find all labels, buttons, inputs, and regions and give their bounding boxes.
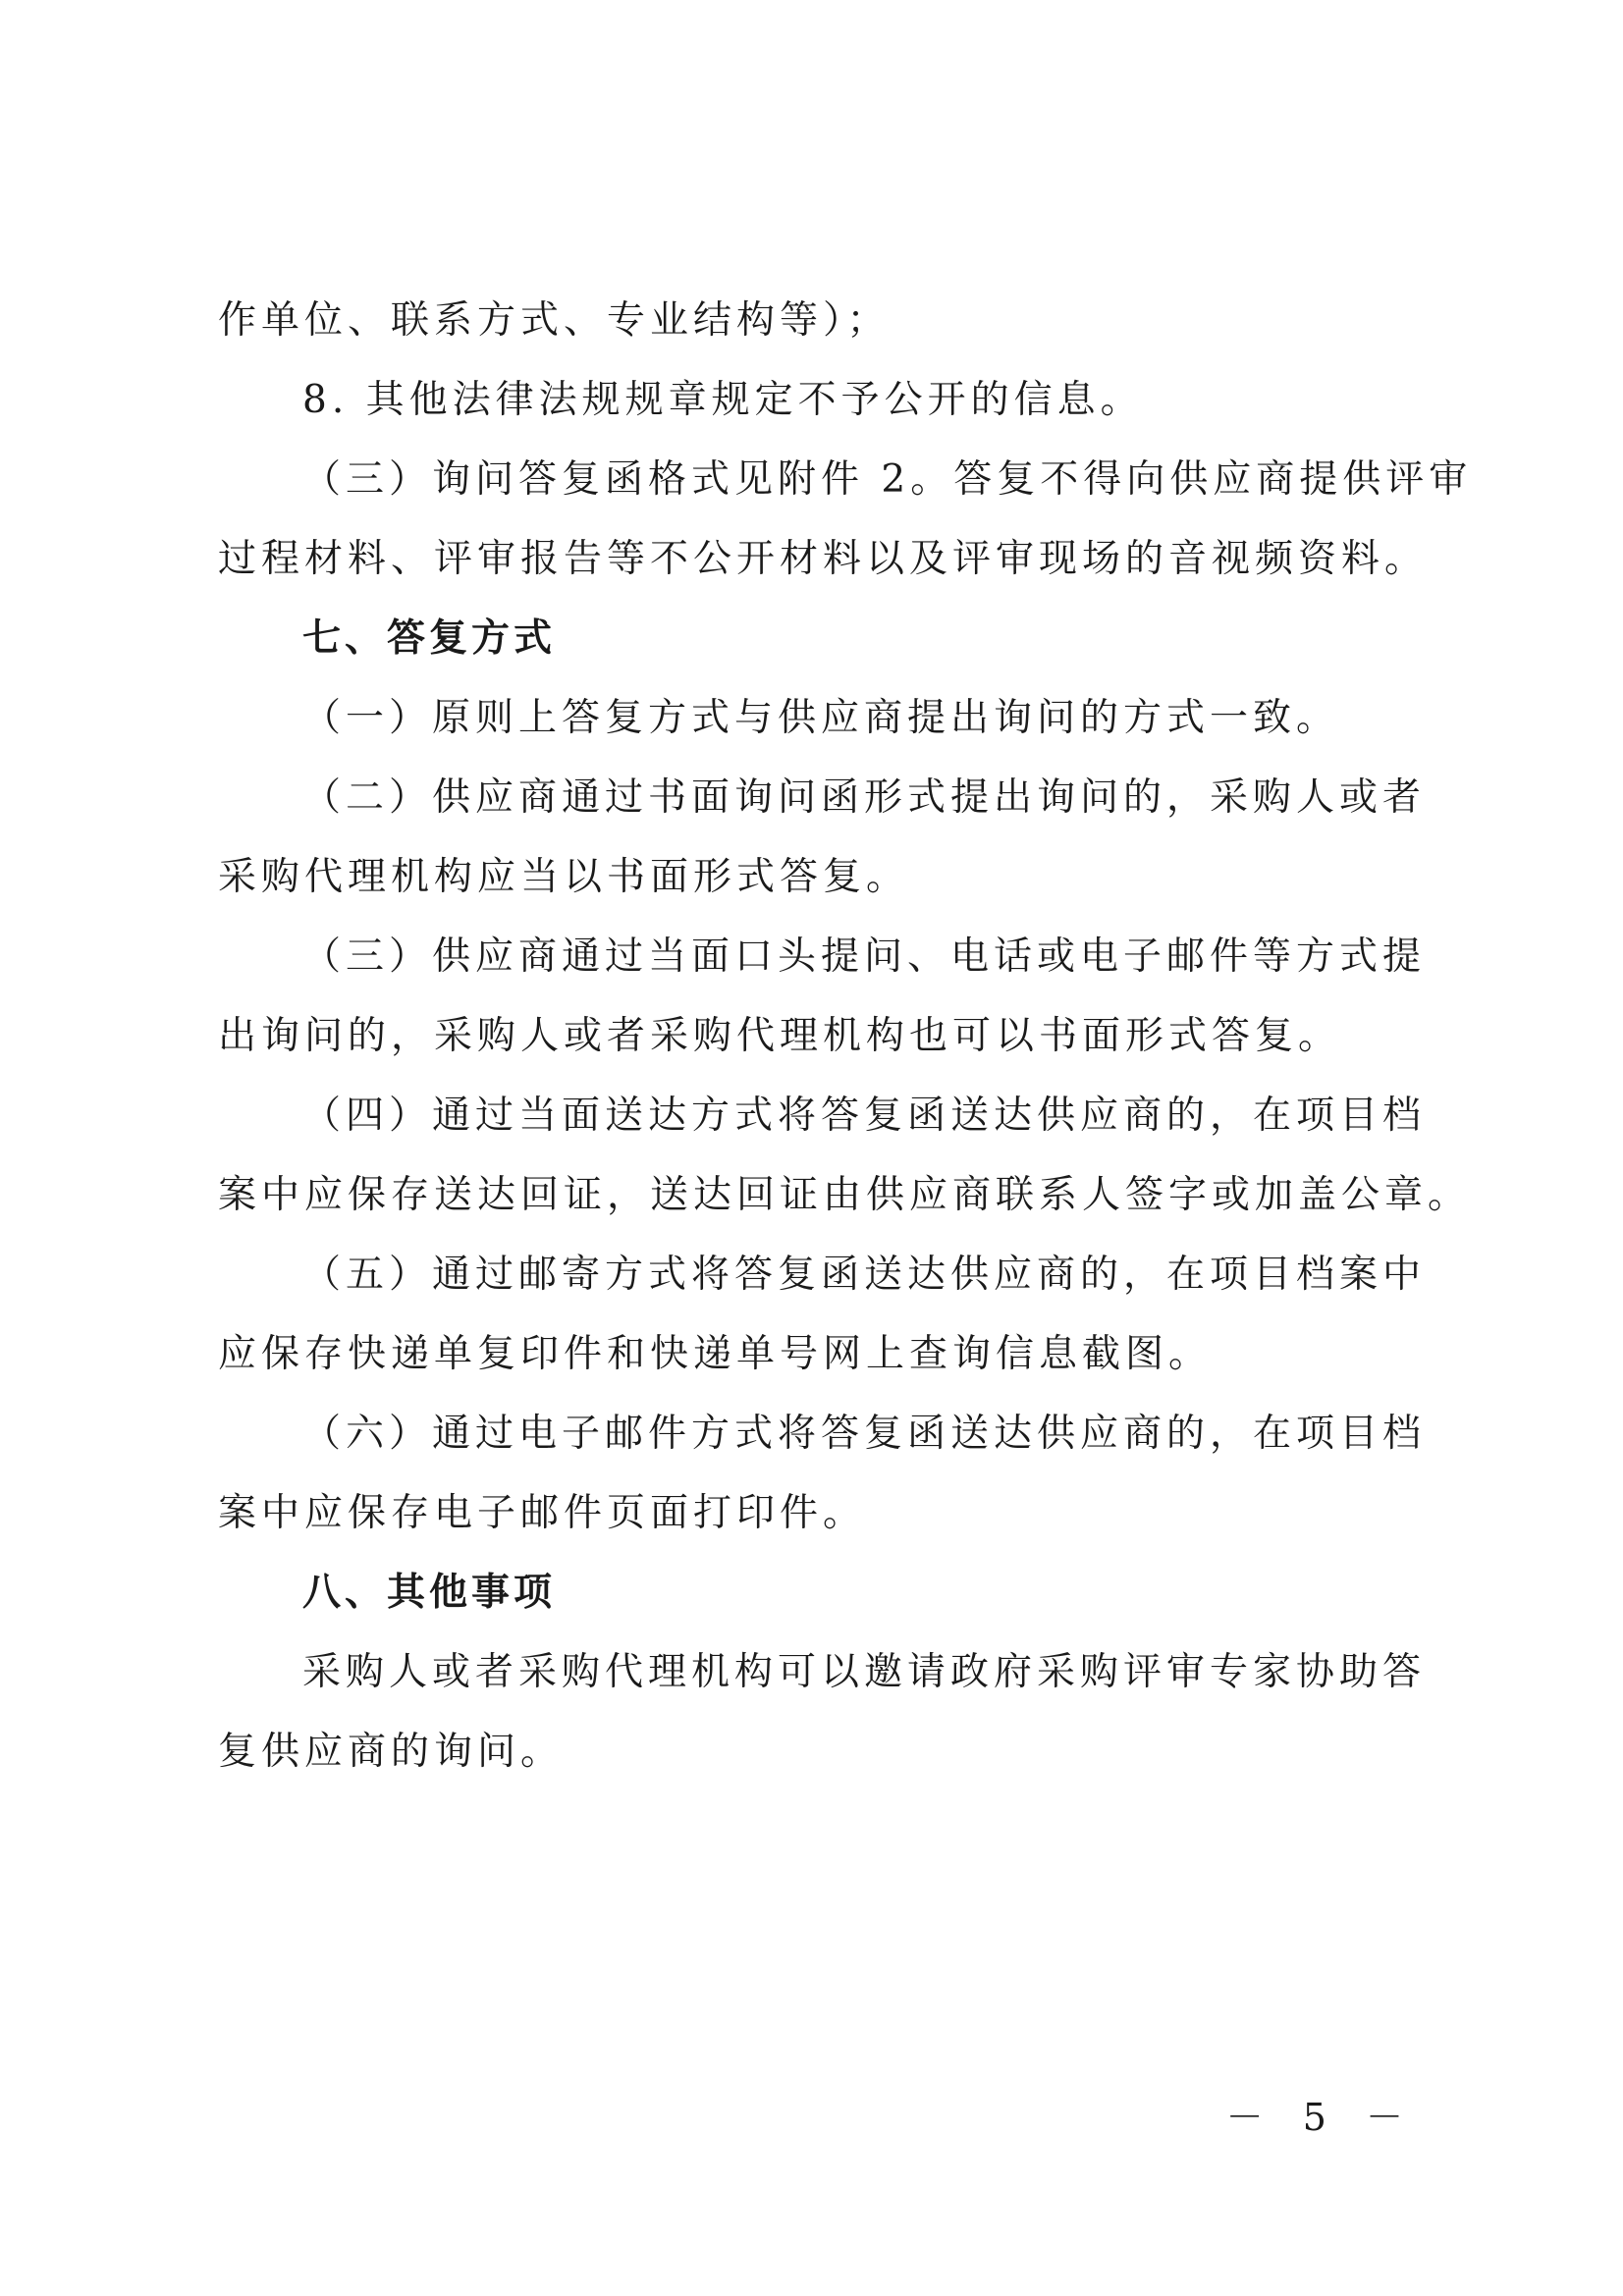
text-line: （三）供应商通过当面口头提问、电话或电子邮件等方式提 [302, 934, 1427, 979]
text-line: （三）询问答复函格式见附件 2。答复不得向供应商提供评审 [302, 457, 1473, 502]
text-line: 8. 其他法律法规规章规定不予公开的信息。 [302, 378, 1144, 422]
text-line: （四）通过当面送达方式将答复函送达供应商的，在项目档 [302, 1094, 1427, 1138]
text-line: 过程材料、评审报告等不公开材料以及评审现场的音视频资料。 [218, 537, 1429, 581]
text-line: 采购人或者采购代理机构可以邀请政府采购评审专家协助答 [302, 1650, 1427, 1694]
text-line: （六）通过电子邮件方式将答复函送达供应商的，在项目档 [302, 1412, 1427, 1456]
text-line: 作单位、联系方式、专业结构等）； [218, 298, 891, 343]
text-line: （二）供应商通过书面询问函形式提出询问的，采购人或者 [302, 775, 1427, 820]
section-heading: 七、答复方式 [302, 616, 557, 661]
text-line: 应保存快递单复印件和快递单号网上查询信息截图。 [218, 1332, 1213, 1376]
text-line: （五）通过邮寄方式将答复函送达供应商的，在项目档案中 [302, 1253, 1427, 1297]
body-text [218, 281, 1473, 1791]
text-line: 采购代理机构应当以书面形式答复。 [218, 855, 910, 899]
text-line: 案中应保存电子邮件页面打印件。 [218, 1491, 867, 1535]
text-line: 案中应保存送达回证，送达回证由供应商联系人签字或加盖公章。 [218, 1173, 1472, 1217]
text-line: （一）原则上答复方式与供应商提出询问的方式一致。 [302, 696, 1340, 740]
text-line: 复供应商的询问。 [218, 1730, 565, 1774]
page-number: － 5 － [1225, 2096, 1417, 2139]
section-heading: 八、其他事项 [302, 1571, 557, 1615]
text-line: 出询问的，采购人或者采购代理机构也可以书面形式答复。 [218, 1014, 1342, 1058]
